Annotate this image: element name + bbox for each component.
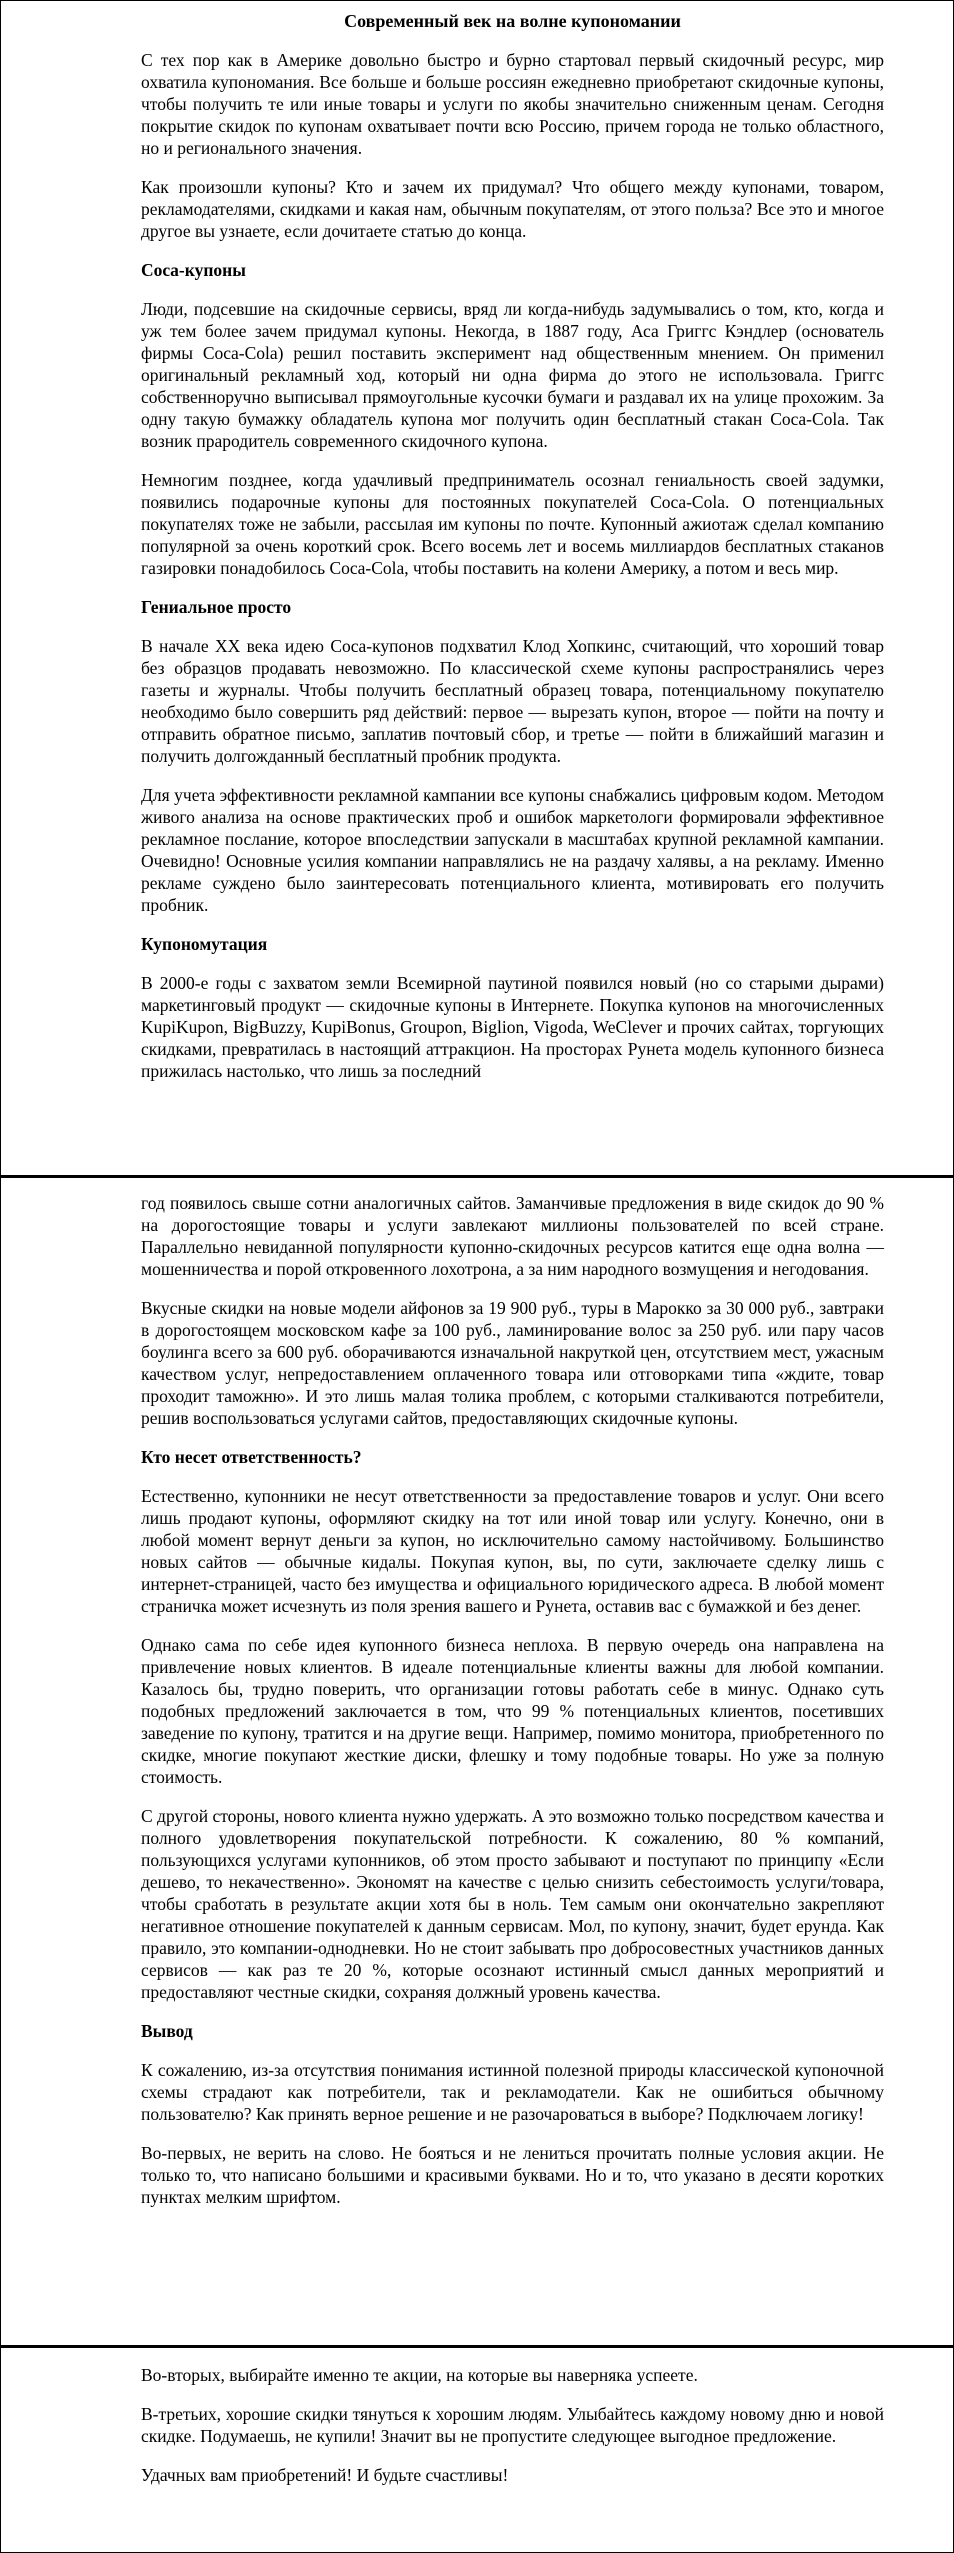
paragraph: В 2000-е годы с захватом земли Всемирной паутиной появился новый (но со старыми дырами) маркетинговый продукт — скидочные купоны в Интернете. Покупка купонов на многочисленных KupiKupon, BigBuzzy, KupiBonus, Groupon, Biglion, Vigoda, WeClever и прочих сайтах, торгующих скидками, превратилась в настоящий аттракцион. На просторах Рунета модель купонного бизнеса прижилась настолько, что лишь за последний (141, 973, 884, 1081)
page-3 (0, 2346, 954, 2553)
page-2 (0, 1176, 954, 2346)
paragraph: Естественно, купонники не несут ответственности за предоставление товаров и услуг. Они всего лишь продают купоны, оформляют скидку на тот или иной товар или услугу. Конечно, они в любой момент вернут деньги за купон, но исключительно самому настойчивому. Большинство новых сайтов — обычные кидалы. Покупая купон, вы, по сути, заключаете сделку лишь с интернет-страницей, часто без имущества и официального юридического адреса. В любой момент страничка может исчезнуть из поля зрения вашего и Рунета, оставив вас с бумажкой и без денег. (141, 1486, 884, 1616)
section-heading: Coca-купоны (141, 260, 246, 280)
paragraph: С другой стороны, нового клиента нужно удержать. А это возможно только посредством качества и полного удовлетворения покупательской потребности. К сожалению, 80 % компаний, пользующихся услугами купонников, об этом просто забывают и поступают по принципу «Если дешево, то некачественно». Экономят на качестве с целью снизить себестоимость услуги/товара, чтобы сработать в результате акции хотя бы в ноль. Тем самым они окончательно закрепляют негативное отношение покупателей к данным сервисам. Мол, по купону, значит, будет ерунда. Как правило, это компании-однодневки. Но не стоит забывать про добросовестных участников данных сервисов — как раз те 20 %, которые осознают истинный смысл данных мероприятий и предоставляют честные скидки, сохраняя должный уровень качества. (141, 1806, 884, 2002)
section-heading: Гениальное просто (141, 597, 292, 617)
paragraph: Удачных вам приобретений! И будьте счастливы! (141, 2465, 509, 2485)
paragraph: Люди, подсевшие на скидочные сервисы, вряд ли когда-нибудь задумывались о том, кто, когда и уж тем более зачем придумал купоны. Некогда, в 1887 году, Аса Григгс Кэндлер (основатель фирмы Coca-Cola) решил поставить эксперимент над общественным мнением. Он применил оригинальный рекламный ход, который ни одна фирма до этого не использовала. Григгс собственноручно выписывал прямоугольные кусочки бумаги и раздавал их на улице прохожим. За одну такую бумажку обладатель купона мог получить один бесплатный стакан Coca-Cola. Так возник прародитель современного скидочного купона. (141, 299, 884, 451)
paragraph: Вкусные скидки на новые модели айфонов за 19 900 руб., туры в Марокко за 30 000 руб., завтраки в дорогостоящем московском кафе за 100 руб., ламинирование волос за 250 руб. или пару часов боулинга всего за 600 руб. оборачиваются изначальной накруткой цен, отсутствием мест, ужасным качеством услуг, непредоставлением оплаченного товара или отговорками типа «ждите, товар проходит таможню». И это лишь малая толика проблем, с которыми сталкиваются потребители, решив воспользоваться услугами сайтов, предоставляющих скидочные купоны. (141, 1298, 884, 1428)
paragraph: Как произошли купоны? Кто и зачем их придумал? Что общего между купонами, товаром, рекламодателями, скидками и какая нам, обычным покупателям, от этого польза? Все это и многое другое вы узнаете, если дочитаете статью до конца. (141, 177, 884, 241)
article-title: Современный век на волне купономании (344, 11, 681, 31)
page-1 (0, 0, 954, 1176)
section-heading: Кто несет ответственность? (141, 1447, 362, 1467)
paragraph: С тех пор как в Америке довольно быстро и бурно стартовал первый скидочный ресурс, мир охватила купономания. Все больше и больше россиян ежедневно приобретают скидочные купоны, чтобы получить те или иные товары и услуги по якобы значительно сниженным ценам. Сегодня покрытие скидок по купонам охватывает почти всю Россию, причем города не только областного, но и регионального значения. (141, 50, 884, 158)
paragraph: В начале XX века идею Coca-купонов подхватил Клод Хопкинс, считающий, что хороший товар без образцов продавать невозможно. По классической схеме купоны распространялись через газеты и журналы. Чтобы получить бесплатный образец товара, потенциальному покупателю необходимо было совершить ряд действий: первое — вырезать купон, второе — пойти на почту и отправить обратное письмо, заплатив почтовый сбор, и третье — пойти в ближайший магазин и получить долгожданный бесплатный пробник продукта. (141, 636, 884, 766)
paragraph: Во-первых, не верить на слово. Не бояться и не лениться прочитать полные условия акции. Не только то, что написано большими и красивыми буквами. Но и то, что указано в десяти коротких пунктах мелким шрифтом. (141, 2143, 884, 2207)
paragraph: Немногим позднее, когда удачливый предприниматель осознал гениальность своей задумки, появились подарочные купоны для постоянных покупателей Coca-Cola. О потенциальных покупателях тоже не забыли, рассылая им купоны по почте. Купонный ажиотаж сделал компанию популярной за очень короткий срок. Всего восемь лет и восемь миллиардов бесплатных стаканов газировки понадобилось Coca-Cola, чтобы поставить на колени Америку, а потом и весь мир. (141, 470, 884, 578)
paragraph: Во-вторых, выбирайте именно те акции, на которые вы наверняка успеете. (141, 2365, 698, 2385)
paragraph: Для учета эффективности рекламной кампании все купоны снабжались цифровым кодом. Методом живого анализа на основе практических проб и ошибок маркетологи формировали эффективное рекламное послание, которое впоследствии запускали в масштабах крупной рекламной кампании. Очевидно! Основные усилия компании направлялись не на раздачу халявы, а на рекламу. Именно рекламе суждено было заинтересовать потенциального клиента, мотивировать его получить пробник. (141, 785, 884, 915)
section-heading: Купономутация (141, 934, 268, 954)
paragraph: год появилось свыше сотни аналогичных сайтов. Заманчивые предложения в виде скидок до 90 % на дорогостоящие товары и услуги завлекают миллионы пользователей по всей стране. Параллельно невиданной популярности купонно-скидочных ресурсов катится еще одна волна — мошенничества и порой откровенного лохотрона, а за ним народного возмущения и негодования. (141, 1193, 884, 1279)
section-heading: Вывод (141, 2021, 193, 2041)
paragraph: Однако сама по себе идея купонного бизнеса неплоха. В первую очередь она направлена на привлечение новых клиентов. В идеале потенциальные клиенты важны для любой компании. Казалось бы, трудно поверить, что организации готовы работать себе в минус. Однако суть подобных предложений заключается в том, что 99 % потенциальных клиентов, посетивших заведение по купону, тратится и на другие вещи. Например, помимо монитора, приобретенного по скидке, многие покупают жесткие диски, флешку и тому подобные товары. Но уже за полную стоимость. (141, 1635, 884, 1787)
paragraph: В-третьих, хорошие скидки тянуться к хорошим людям. Улыбайтесь каждому новому дню и новой скидке. Подумаешь, не купили! Значит вы не пропустите следующее выгодное предложение. (141, 2404, 884, 2446)
paragraph: К сожалению, из-за отсутствия понимания истинной полезной природы классической купоночной схемы страдают как потребители, так и рекламодатели. Как не ошибиться обычному пользователю? Как принять верное решение и не разочароваться в выборе? Подключаем логику! (141, 2060, 884, 2124)
